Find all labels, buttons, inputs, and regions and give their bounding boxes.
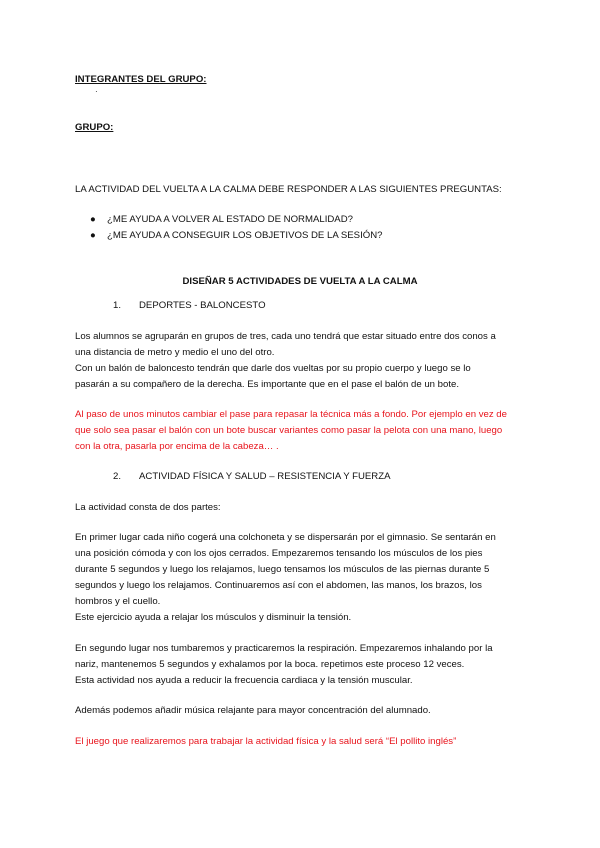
- paragraph-line: Además podemos añadir música relajante para mayor concentración del alumnado.: [75, 705, 431, 716]
- paragraph-line: Con un balón de baloncesto tendrán que darle dos vueltas por su propio cuerpo y luego se lo: [75, 363, 471, 374]
- paragraph-line: nariz, mantenemos 5 segundos y exhalamos por la boca. repetimos este proceso 12 veces.: [75, 659, 465, 670]
- highlight-line: con la otra, pasarla por encima de la cabeza… .: [75, 441, 279, 452]
- highlight-line: que solo sea pasar el balón con un bote buscar variantes como pasar la pelota con una mano, luego: [75, 425, 503, 436]
- section-title: DISEÑAR 5 ACTIVIDADES DE VUELTA A LA CALMA: [182, 276, 418, 287]
- activity-title: ACTIVIDAD FÍSICA Y SALUD – RESISTENCIA Y FUERZA: [139, 471, 391, 482]
- paragraph-line: durante 5 segundos y luego los relajamos, luego tensamos los músculos de las piernas durante 5: [75, 564, 490, 575]
- paragraph-line: Este ejercicio ayuda a relajar los músculos y disminuir la tensión.: [75, 612, 352, 623]
- paragraph-line: segundos y luego los relajamos. Continuaremos así con el abdomen, las manos, los brazos, los: [75, 580, 482, 591]
- intro-statement: LA ACTIVIDAD DEL VUELTA A LA CALMA DEBE RESPONDER A LAS SIGUIENTES PREGUNTAS:: [75, 184, 502, 195]
- members-placeholder-dot: ·: [95, 87, 98, 96]
- paragraph-line: Los alumnos se agruparán en grupos de tres, cada uno tendrá que estar situado entre dos conos a: [75, 331, 496, 342]
- members-label: INTEGRANTES DEL GRUPO:: [75, 74, 207, 85]
- paragraph-line: hombros y el cuello.: [75, 596, 161, 607]
- activity-title: DEPORTES - BALONCESTO: [139, 300, 266, 311]
- paragraph-line: Esta actividad nos ayuda a reducir la frecuencia cardiaca y la tensión muscular.: [75, 675, 413, 686]
- group-label: GRUPO:: [75, 122, 114, 133]
- activity-number: 1.: [113, 300, 122, 311]
- highlight-line: El juego que realizaremos para trabajar la actividad física y la salud será “El pollito inglés”: [75, 736, 457, 747]
- bullet-icon: ●: [90, 230, 96, 241]
- activity-2-heading: [113, 469, 390, 485]
- question-text: ¿ME AYUDA A VOLVER AL ESTADO DE NORMALIDAD?: [107, 214, 353, 225]
- paragraph-line: una posición cómoda y con los ojos cerrados. Empezaremos tensando los músculos de los pies: [75, 548, 483, 559]
- paragraph-line: En segundo lugar nos tumbaremos y practicaremos la respiración. Empezaremos inhalando por la: [75, 643, 493, 654]
- activity-number: 2.: [113, 471, 122, 482]
- question-item: [90, 212, 353, 228]
- paragraph-line: La actividad consta de dos partes:: [75, 502, 221, 513]
- question-text: ¿ME AYUDA A CONSEGUIR LOS OBJETIVOS DE LA SESIÓN?: [107, 230, 383, 241]
- activity-1-heading: [113, 298, 266, 314]
- paragraph-line: una distancia de metro y medio el uno del otro.: [75, 347, 275, 358]
- paragraph-line: pasarán a su compañero de la derecha. Es importante que en el pase el balón de un bote.: [75, 379, 460, 390]
- paragraph-line: En primer lugar cada niño cogerá una colchoneta y se dispersarán por el gimnasio. Se sentarán en: [75, 532, 496, 543]
- question-item: [90, 228, 382, 244]
- bullet-icon: ●: [90, 214, 96, 225]
- highlight-line: Al paso de unos minutos cambiar el pase para repasar la técnica más a fondo. Por ejemplo en vez de: [75, 409, 507, 420]
